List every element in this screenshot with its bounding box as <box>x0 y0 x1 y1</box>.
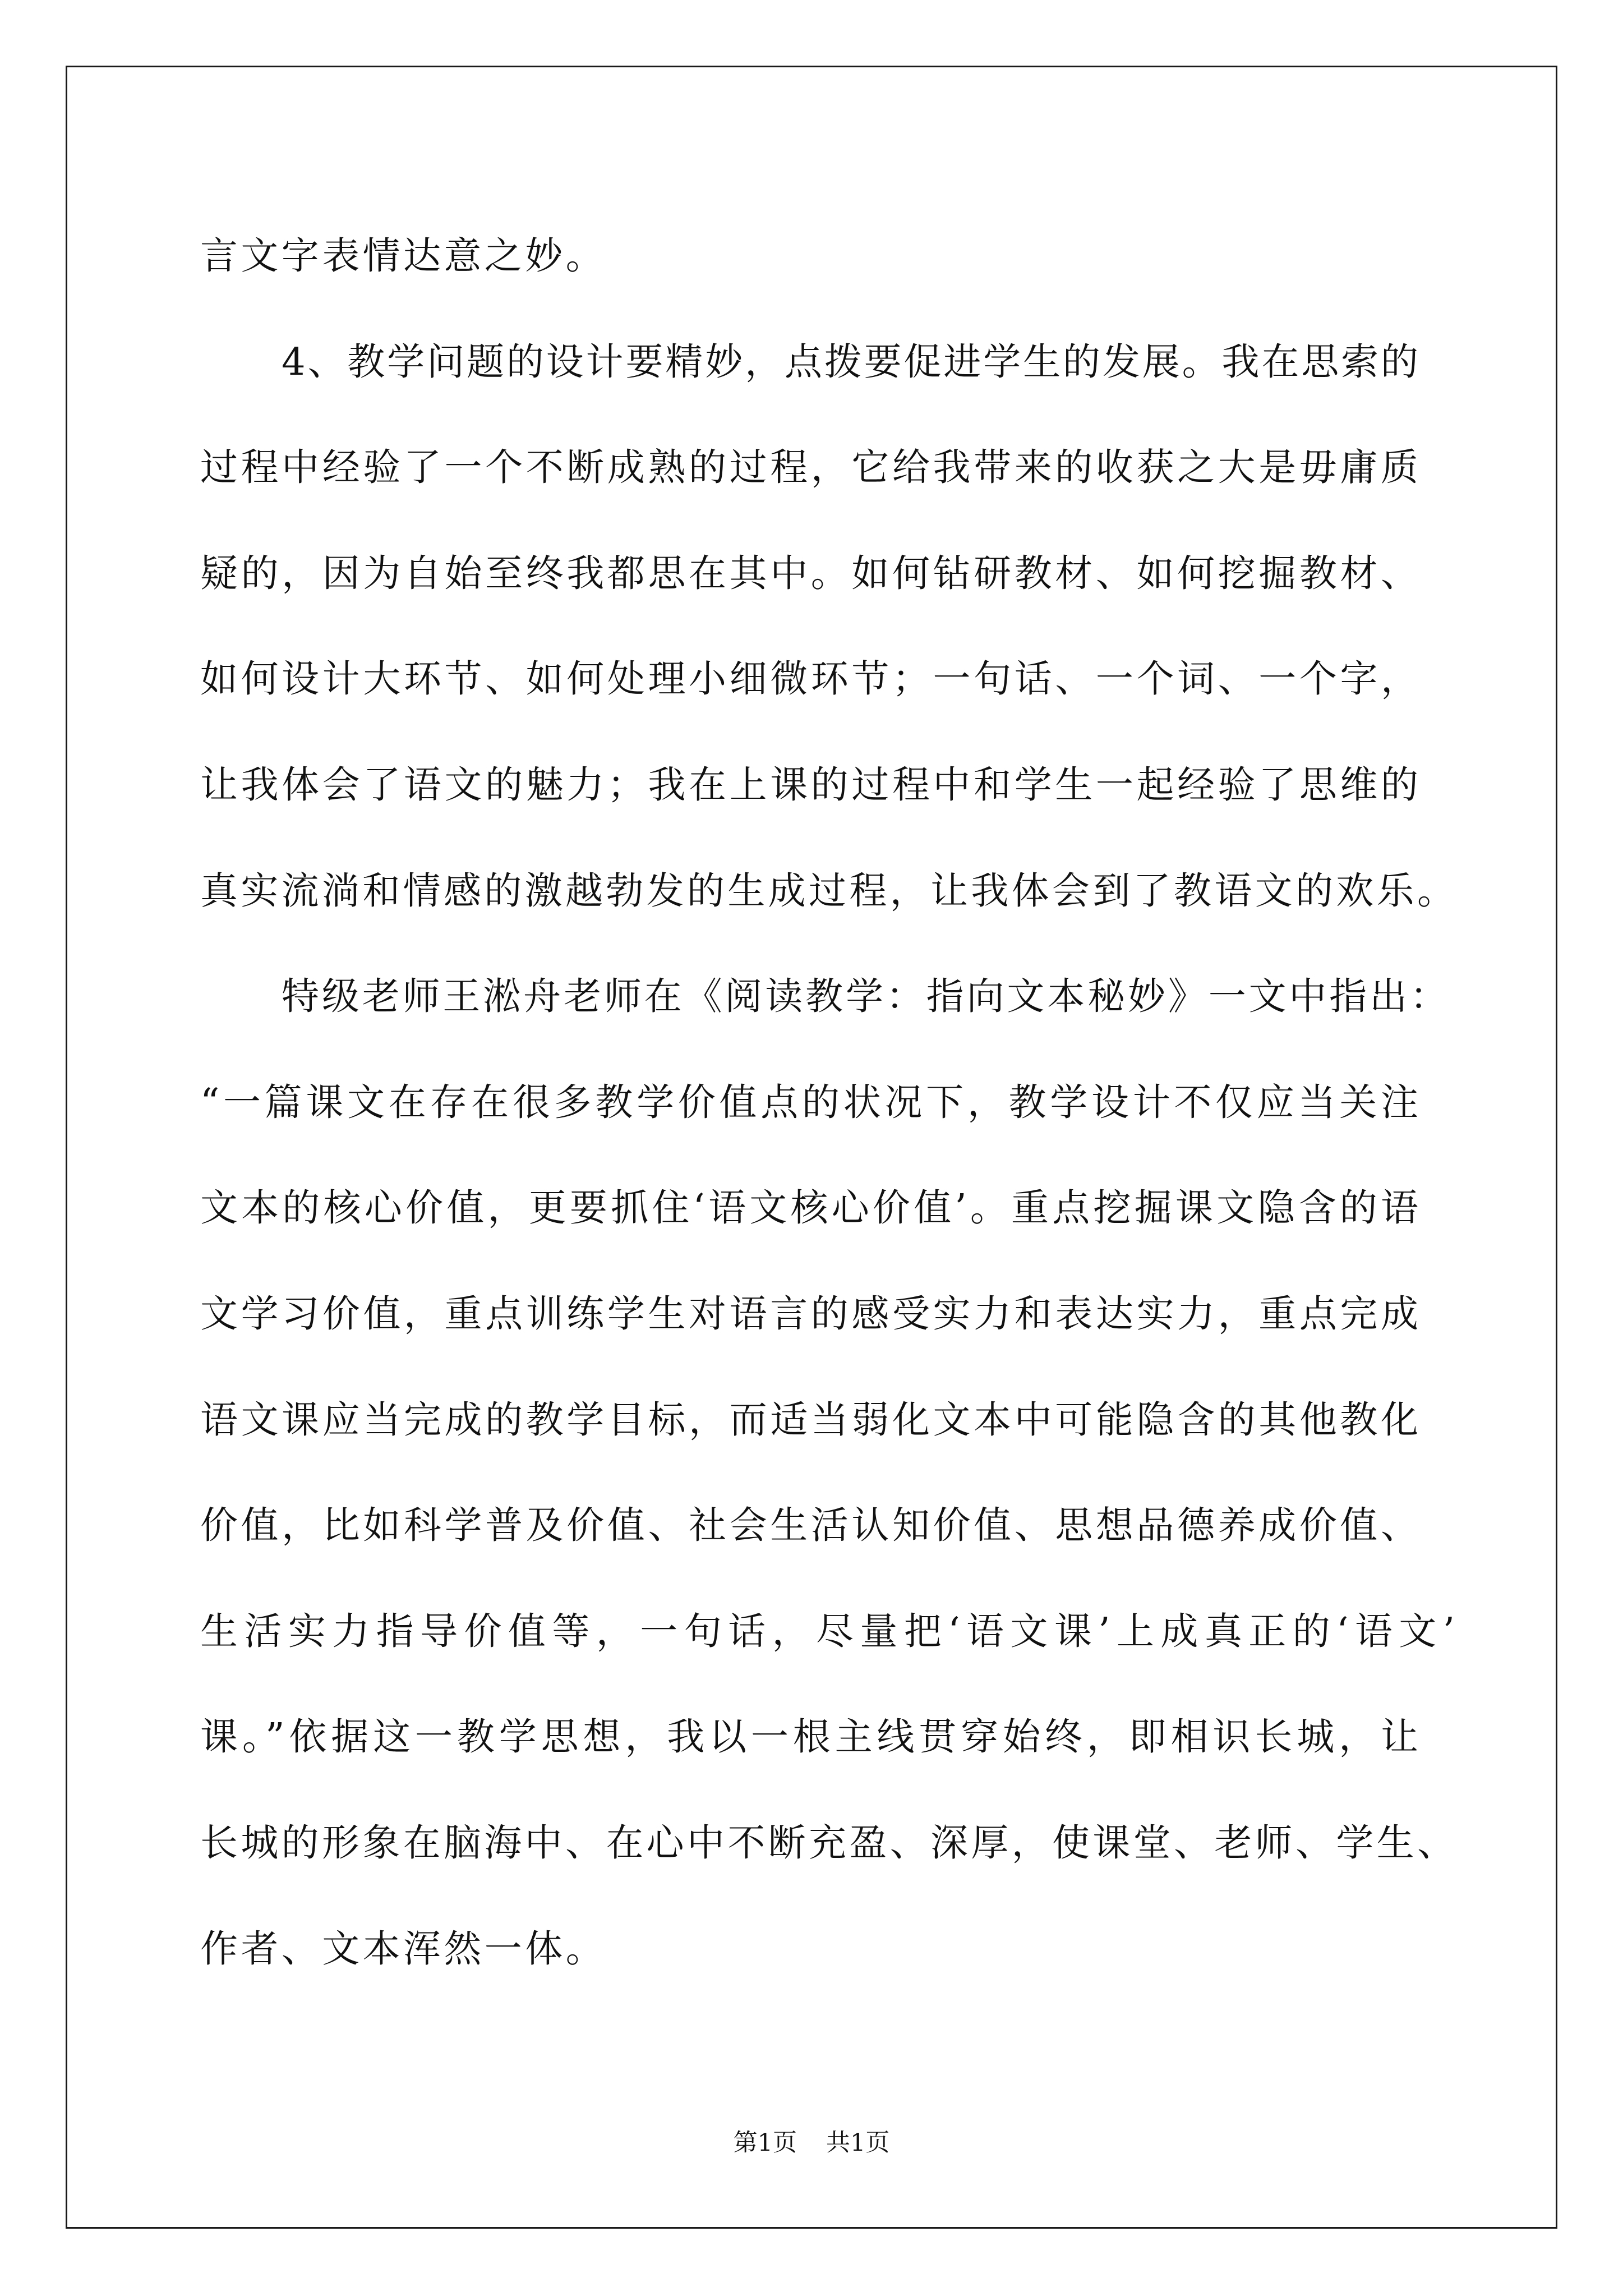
text-line: 如何设计大环节、如何处理小细微环节；一句话、一个词、一个字， <box>200 657 1418 701</box>
text-line: “一篇课文在存在很多教学价值点的状况下，教学设计不仅应当关注 <box>200 1080 1418 1124</box>
document-body <box>200 203 1455 2001</box>
paragraph-continuation <box>200 203 1455 309</box>
text-line: 文学习价值，重点训练学生对语言的感受实力和表达实力，重点完成 <box>200 1291 1418 1336</box>
text-line: 语文课应当完成的教学目标，而适当弱化文本中可能隐含的其他教化 <box>200 1397 1418 1442</box>
text-line: 长城的形象在脑海中、在心中不断充盈、深厚，使课堂、老师、学生、 <box>200 1820 1455 1865</box>
text-line: 4、教学问题的设计要精妙，点拨要促进学生的发展。我在思索的 <box>282 339 1418 384</box>
text-line: 课。”依据这一教学思想，我以一根主线贯穿始终，即相识长城，让 <box>200 1715 1418 1759</box>
text-line: 真实流淌和情感的激越勃发的生成过程，让我体会到了教语文的欢乐。 <box>200 868 1455 913</box>
paragraph-quotation <box>200 944 1455 2001</box>
text-line: 作者、文本浑然一体。 <box>200 1926 606 1971</box>
text-line: 特级老师王淞舟老师在《阅读教学：指向文本秘妙》一文中指出： <box>282 974 1447 1019</box>
text-line: 价值，比如科学普及价值、社会生活认知价值、思想品德养成价值、 <box>200 1503 1418 1548</box>
text-line: 言文字表情达意之妙。 <box>200 234 606 278</box>
text-line: 生活实力指导价值等，一句话，尽量把‘语文课’上成真正的‘语文’ <box>200 1609 1455 1653</box>
text-line: 让我体会了语文的魅力；我在上课的过程中和学生一起经验了思维的 <box>200 762 1418 807</box>
paragraph-teaching-design <box>200 309 1455 944</box>
text-line: 过程中经验了一个不断成熟的过程，它给我带来的收获之大是毋庸质 <box>200 445 1418 490</box>
text-line: 文本的核心价值，更要抓住‘语文核心价值’。重点挖掘课文隐含的语 <box>200 1186 1418 1230</box>
page-total: 共1页 <box>826 2129 890 2157</box>
page-number: 第1页 <box>733 2129 797 2157</box>
text-line: 疑的，因为自始至终我都思在其中。如何钻研教材、如何挖掘教材、 <box>200 551 1418 595</box>
page-footer <box>0 2126 1623 2160</box>
